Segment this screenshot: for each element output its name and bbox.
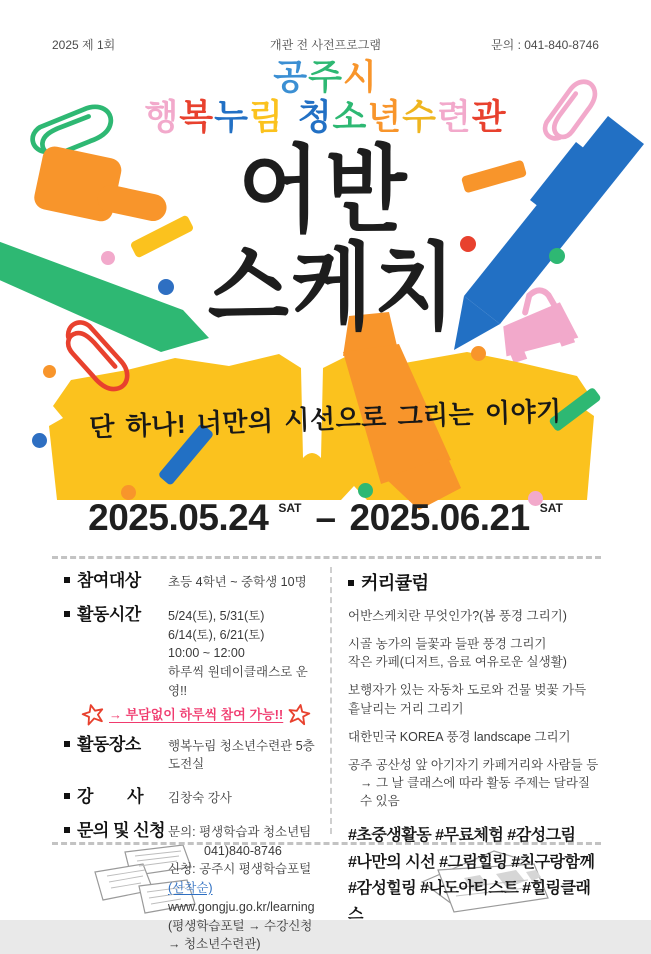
square-bullet-icon bbox=[64, 741, 70, 747]
place-value: 행복누림 청소년수련관 5층 도전실 bbox=[168, 738, 315, 772]
contact-apply-prefix: 신청: 공주시 평생학습포털 bbox=[168, 862, 312, 877]
schedule-line: 10:00 ~ 12:00 bbox=[168, 646, 245, 661]
main-title-line2: 스케치 bbox=[207, 235, 458, 341]
star-doodle-icon bbox=[287, 701, 312, 726]
hashtag-line: #나만의 시선 #그림힐링 #친구랑함께 bbox=[348, 853, 595, 871]
confetti-dot bbox=[32, 433, 47, 448]
square-bullet-icon bbox=[348, 580, 354, 586]
hashtag-line: #초중생활동 #무료체험 #감성그림 bbox=[348, 827, 576, 845]
org-title-char: 련 bbox=[436, 97, 472, 137]
org-title-char: 청 bbox=[297, 97, 333, 137]
info-section bbox=[52, 556, 601, 952]
edition-label: 2025 제 1회 bbox=[52, 38, 116, 52]
topbar bbox=[52, 36, 599, 53]
program-details-column bbox=[52, 559, 330, 952]
date-separator: – bbox=[315, 497, 336, 538]
org-title-char: 관 bbox=[471, 97, 507, 137]
first-come-link: (선착순) bbox=[168, 881, 213, 895]
start-day: SAT bbox=[278, 501, 302, 515]
hashtag-line: #감성힐링 #나도아티스트 #힐링클래스 bbox=[348, 879, 591, 924]
star-doodle-icon bbox=[80, 700, 107, 727]
contact-path-line1: (평생학습포털 → 수강신청 bbox=[168, 918, 313, 933]
contact-row bbox=[64, 821, 324, 954]
org-title-char: 누 bbox=[214, 97, 249, 137]
contact-value bbox=[168, 821, 324, 954]
curriculum-item: 대한민국 KOREA 풍경 landscape 그리기 bbox=[348, 729, 571, 744]
square-bullet-icon bbox=[64, 577, 70, 583]
org-title-char: 복 bbox=[179, 97, 215, 137]
instructor-label: 강 사 bbox=[77, 787, 144, 806]
schedule-label-wrap bbox=[64, 605, 168, 701]
curriculum-item: 시골 농가의 들꽃과 들판 풍경 그리기 bbox=[348, 637, 547, 652]
place-label: 활동장소 bbox=[77, 734, 141, 754]
end-day: SAT bbox=[539, 501, 563, 515]
target-row bbox=[64, 571, 324, 592]
date-range bbox=[0, 497, 651, 539]
main-title bbox=[0, 137, 651, 341]
org-title-char: 주 bbox=[308, 58, 343, 97]
contact-path-line2: → 청소년수련관) bbox=[168, 937, 261, 952]
org-title-char: 림 bbox=[248, 97, 284, 137]
schedule-highlight-row bbox=[82, 703, 324, 725]
curriculum-heading: 커리큘럼 bbox=[361, 573, 429, 593]
slogan-text: 단 하나! 너만의 시선으로 그리는 이야기 bbox=[88, 395, 563, 443]
schedule-row bbox=[64, 605, 324, 701]
curriculum-item: 공주 공산성 앞 아기자기 카페거리와 사람들 등 bbox=[348, 757, 599, 772]
schedule-line: 6/14(토), 6/21(토) bbox=[168, 627, 265, 642]
org-title-line2 bbox=[0, 98, 651, 138]
target-value: 초등 4학년 ~ 중학생 10명 bbox=[168, 575, 307, 589]
curriculum-note: → 그 날 클래스에 따라 활동 주제는 달라질 수 있음 bbox=[360, 775, 591, 808]
schedule-line: 5/24(토), 5/31(토) bbox=[168, 608, 265, 623]
instructor-value: 김창숙 강사 bbox=[168, 791, 232, 805]
main-title-line1: 어반 bbox=[238, 137, 413, 243]
org-title-char: 년 bbox=[367, 97, 403, 137]
schedule-value bbox=[168, 605, 324, 701]
org-title-line1 bbox=[0, 58, 651, 98]
place-label-wrap bbox=[64, 735, 168, 775]
start-date: 2025.05.24 bbox=[88, 497, 269, 538]
org-title-char: 행 bbox=[144, 97, 180, 137]
end-date: 2025.06.21 bbox=[349, 497, 530, 538]
curriculum-item: 어반스케치란 무엇인가?(봄 풍경 그리기) bbox=[348, 609, 567, 623]
square-bullet-icon bbox=[64, 611, 70, 617]
target-label: 참여대상 bbox=[77, 571, 141, 590]
contact-inquiry: 문의: 평생학습과 청소년팀 bbox=[168, 824, 312, 839]
contact-phone: 041)840-8746 bbox=[204, 843, 282, 858]
org-title-char: 공 bbox=[273, 58, 309, 97]
instructor-row bbox=[64, 787, 324, 808]
org-title-char: 수 bbox=[402, 97, 437, 137]
phone-contact-label: 문의 : 041-840-8746 bbox=[491, 38, 599, 52]
place-row bbox=[64, 735, 324, 775]
org-title-char: 시 bbox=[342, 58, 378, 97]
confetti-dot bbox=[358, 483, 373, 498]
schedule-label: 활동시간 bbox=[77, 604, 141, 624]
organization-title bbox=[0, 58, 651, 138]
target-label-wrap bbox=[64, 571, 168, 592]
curriculum-item: 보행자가 있는 자동차 도로와 건물 벚꽃 가득 흩날리는 거리 그리기 bbox=[348, 683, 587, 716]
program-type-label: 개관 전 사전프로그램 bbox=[269, 38, 381, 52]
contact-label-wrap bbox=[64, 821, 168, 954]
contact-label: 문의 및 신청 bbox=[77, 820, 166, 840]
contact-url: www.gongju.go.kr/learning bbox=[168, 899, 315, 914]
schedule-line: 하루씩 원데이클래스로 운영!! bbox=[168, 665, 308, 698]
hashtags-block bbox=[348, 823, 601, 929]
org-title-char: 소 bbox=[332, 97, 368, 137]
square-bullet-icon bbox=[64, 793, 70, 799]
instructor-label-wrap bbox=[64, 787, 168, 808]
schedule-highlight: → 부담없이 하루씩 참여 가능!! bbox=[109, 707, 284, 722]
curriculum-column bbox=[332, 559, 601, 924]
curriculum-item: 작은 카페(디저트, 음료 여유로운 실생활) bbox=[348, 655, 567, 670]
square-bullet-icon bbox=[64, 827, 70, 833]
curriculum-heading-wrap bbox=[348, 569, 601, 595]
contact-apply-line bbox=[168, 860, 324, 898]
